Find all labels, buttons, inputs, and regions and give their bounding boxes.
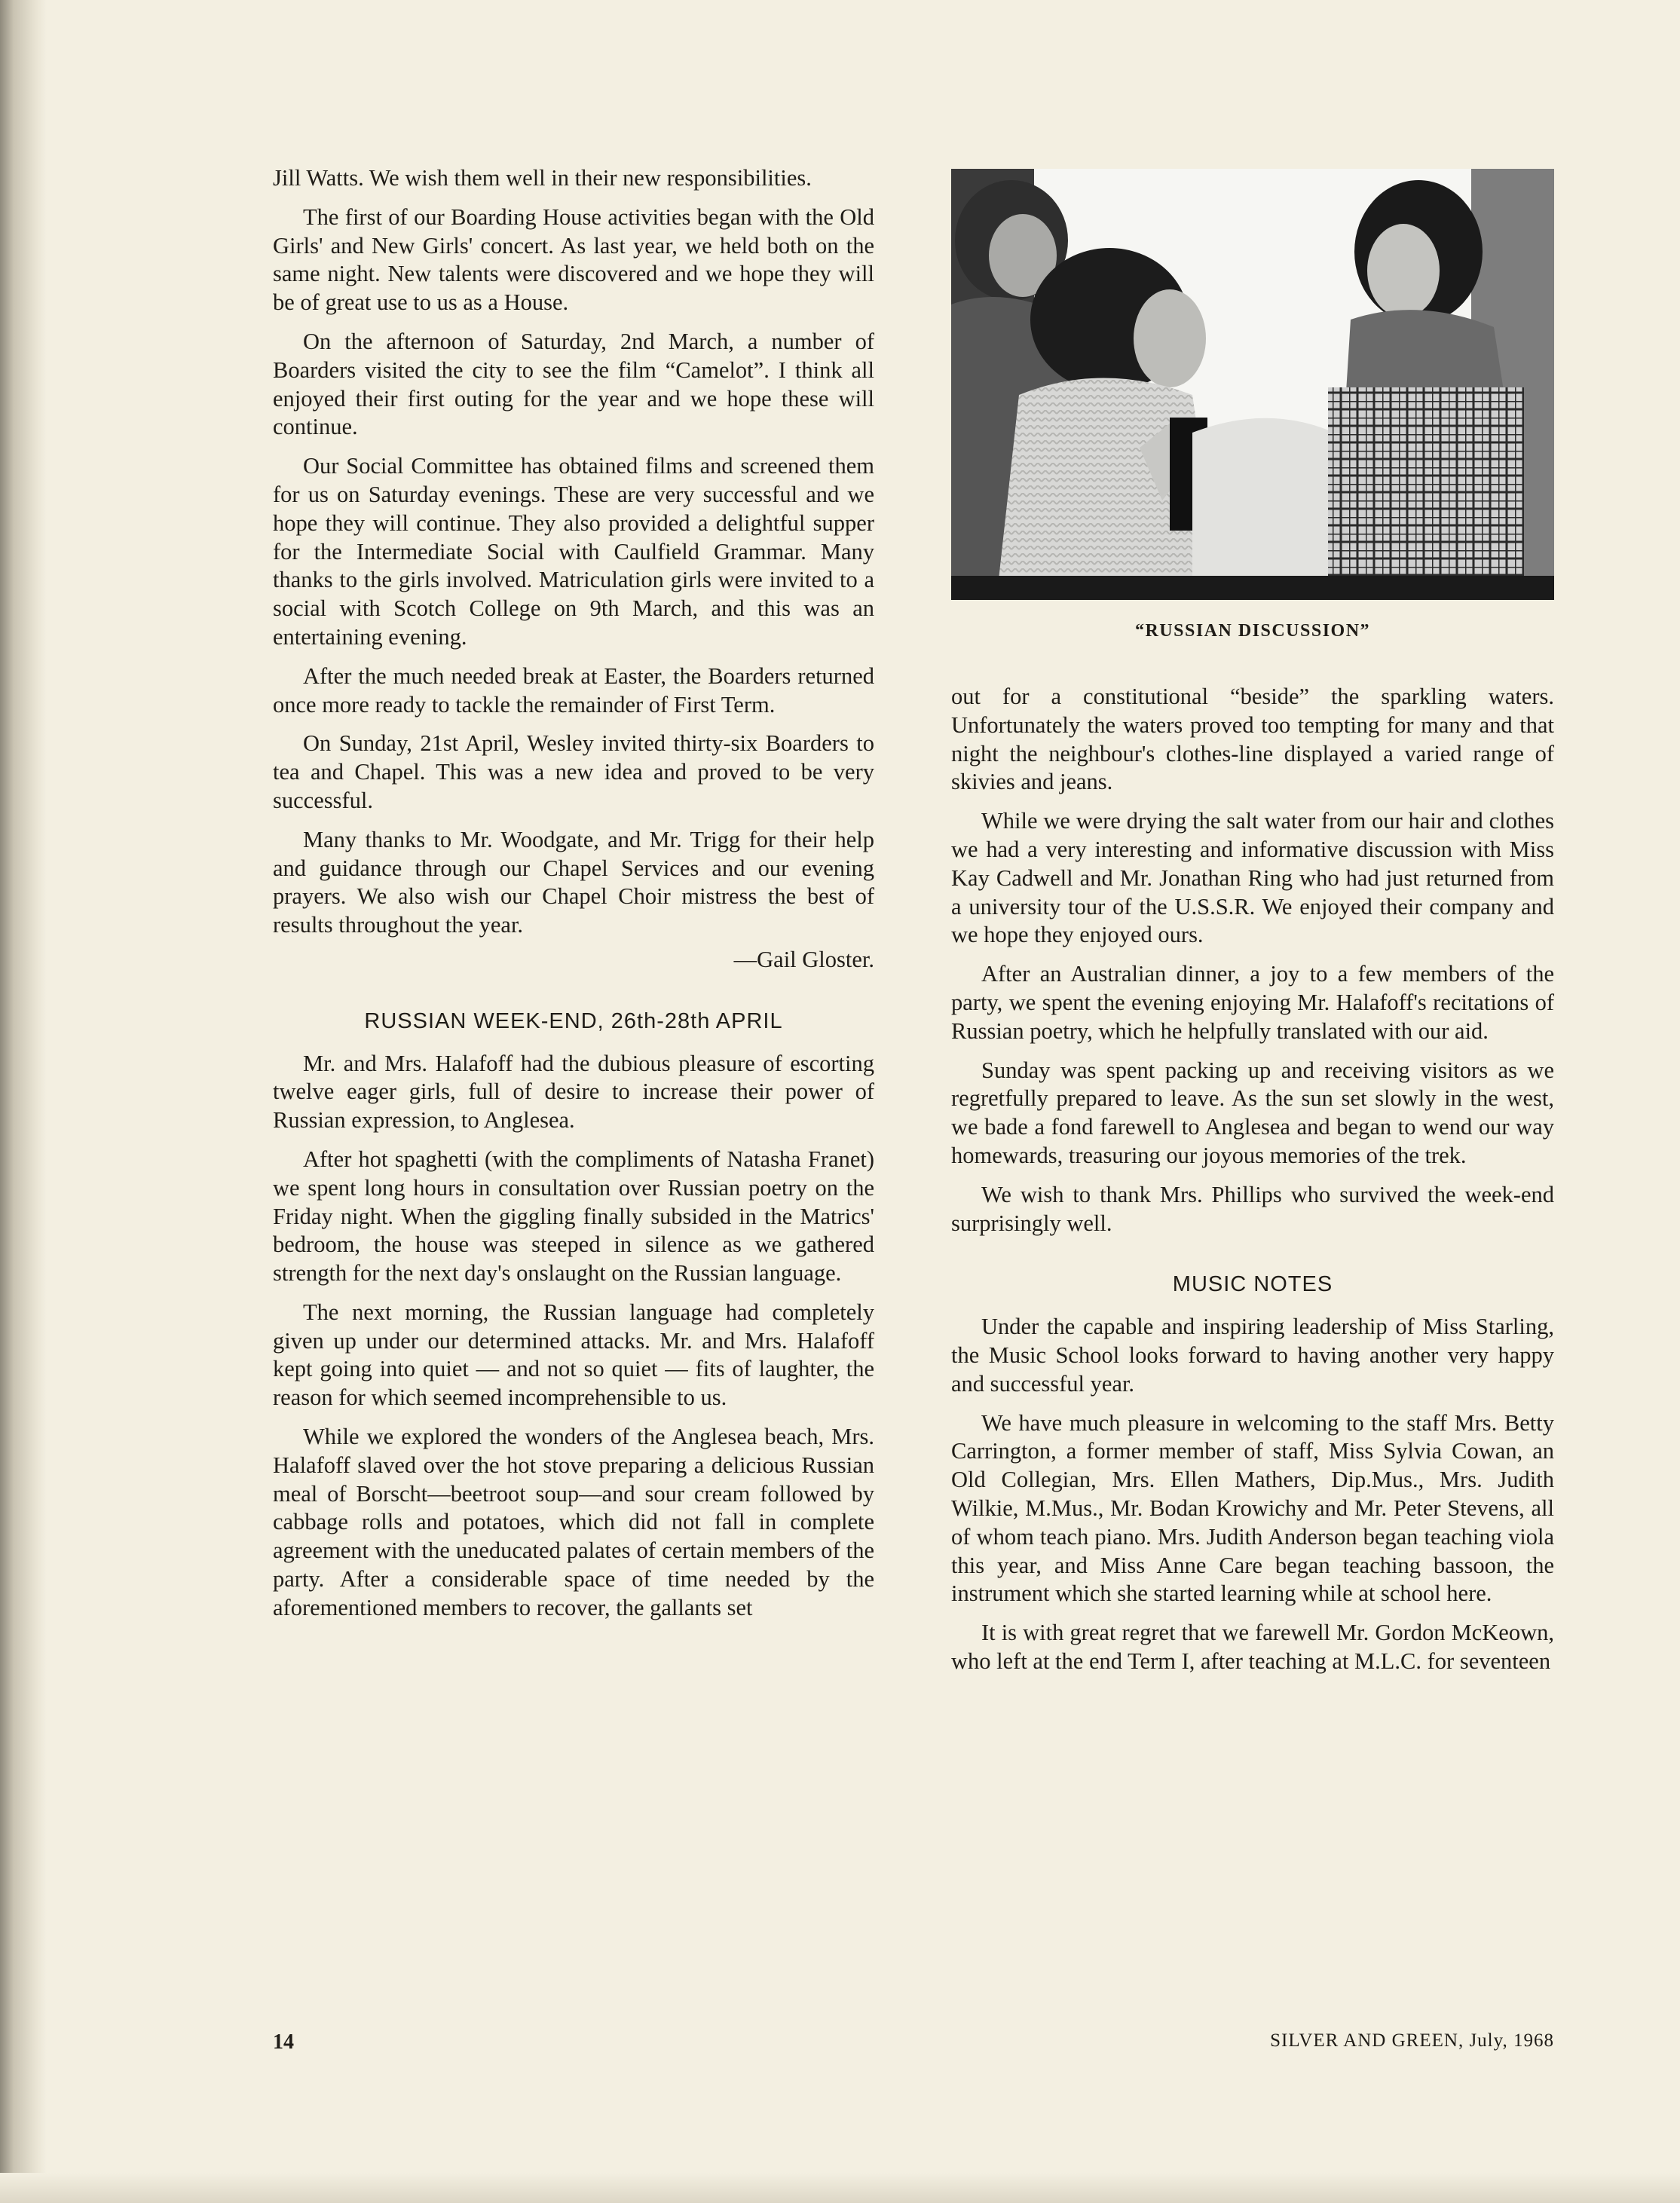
paragraph: Under the capable and inspiring leadership of Miss Starling, the Music School looks forward to having another very happy and successful year. [951,1314,1554,1397]
paragraph: It is with great regret that we farewell Mr. Gordon McKeown, who left at the end Term I, after teaching at M.L.C. for seventeen [951,1620,1554,1674]
page-binding-edge [0,0,47,2203]
paragraph: Many thanks to Mr. Woodgate, and Mr. Trigg for their help and guidance through our Chapel Services and our evening prayers. We also wish our Chapel Choir mistress the best of results throughout the year. [273,826,874,938]
paragraph: The first of our Boarding House activities began with the Old Girls' and New Girls' concert. As last year, we held both on the same night. New talents were discovered and we hope they will be of great use to us as a House. [273,203,874,316]
section-heading-music-notes: MUSIC NOTES [1172,1272,1333,1297]
paragraph: While we were drying the salt water from our hair and clothes we had a very interesting and informative discussion with Miss Kay Cadwell and Mr. Jonathan Ring who had just returned from a university tour of the U.S.S.R. We enjoyed their company and we hope they enjoyed ours. [951,808,1554,948]
page-bottom-edge [0,2173,1680,2203]
paragraph: Our Social Committee has obtained films and screened them for us on Saturday evenings. These are very successful and we hope they will continue. They also provided a delightful supper for the Intermediate Social with Caulfield Grammar. Many thanks to the girls involved. Matriculation girls were invited to a social with Scotch College on 9th March, and this was an entertaining evening. [273,453,874,650]
paragraph: After the much needed break at Easter, the Boarders returned once more ready to tackle the remainder of First Term. [273,662,874,718]
right-column [951,683,1554,1687]
publication-footer: SILVER AND GREEN, July, 1968 [1270,2030,1554,2051]
paragraph: On the afternoon of Saturday, 2nd March, a number of Boarders visited the city to see the film “Camelot”. I think all enjoyed their first outing for the year and we hope these will continue. [273,328,874,440]
paragraph: On Sunday, 21st April, Wesley invited thirty-six Boarders to tea and Chapel. This was a new idea and proved to be very successful. [273,730,874,813]
section-heading-russian-weekend: RUSSIAN WEEK-END, 26th-28th APRIL [364,1008,783,1033]
photo-caption: “RUSSIAN DISCUSSION” [1134,621,1371,641]
paragraph: Sunday was spent packing up and receiving visitors as we regretfully prepared to leave. As the sun set slowly in the west, we bade a fond farewell to Anglesea and began to wend our way homewards, treasuring our joyous memories of the trek. [951,1057,1554,1168]
paragraph: We wish to thank Mrs. Phillips who survived the week-end surprisingly well. [951,1181,1554,1236]
signature: —Gail Gloster. [733,946,874,972]
page-number: 14 [273,2030,294,2054]
left-column [273,164,874,1633]
paragraph: Mr. and Mrs. Halafoff had the dubious pleasure of escorting twelve eager girls, full of desire to increase their power of Russian expression, to Anglesea. [273,1050,874,1134]
paragraph: We have much pleasure in welcoming to the staff Mrs. Betty Carrington, a former member of staff, Miss Sylvia Cowan, an Old Collegian, Mrs. Ellen Mathers, Dip.Mus., Mrs. Judith Wilkie, M.Mus., Mr. Bodan Krowichy and Mr. Peter Stevens, all of whom teach piano. Mrs. Judith Anderson began teaching viola this year, and Miss Anne Care began teaching bassoon, the instrument which she started learning while at school here. [951,1409,1554,1607]
russian-discussion-photo [951,169,1554,600]
paragraph: Jill Watts. We wish them well in their new responsibilities. [273,165,812,191]
paragraph: out for a constitutional “beside” the sparkling waters. Unfortunately the waters proved too tempting for many and that night the neighbour's clothes-line displayed a varied range of skivies and jeans. [951,684,1554,795]
paragraph: While we explored the wonders of the Anglesea beach, Mrs. Halafoff slaved over the hot stove preparing a delicious Russian meal of Borscht—beetroot soup—and sour cream followed by cabbage rolls and potatoes, which did not fall in complete agreement with the uneducated palates of certain members of the party. After a considerable space of time needed by the aforementioned members to recover, the gallants set [273,1424,874,1620]
paragraph: After an Australian dinner, a joy to a few members of the party, we spent the evening enjoying Mr. Halafoff's recitations of Russian poetry, which he helpfully translated with our aid. [951,961,1554,1044]
paragraph: The next morning, the Russian language had completely given up under our determined attacks. Mr. and Mrs. Halafoff kept going into quiet — and not so quiet — fits of laughter, the reason for which seemed incomprehensible to us. [273,1299,874,1411]
paragraph: After hot spaghetti (with the compliments of Natasha Franet) we spent long hours in consultation over Russian poetry on the Friday night. When the giggling finally subsided in the Matrics' bedroom, the house was steeped in silence as we gathered strength for the next day's onslaught on the Russian language. [273,1146,874,1287]
